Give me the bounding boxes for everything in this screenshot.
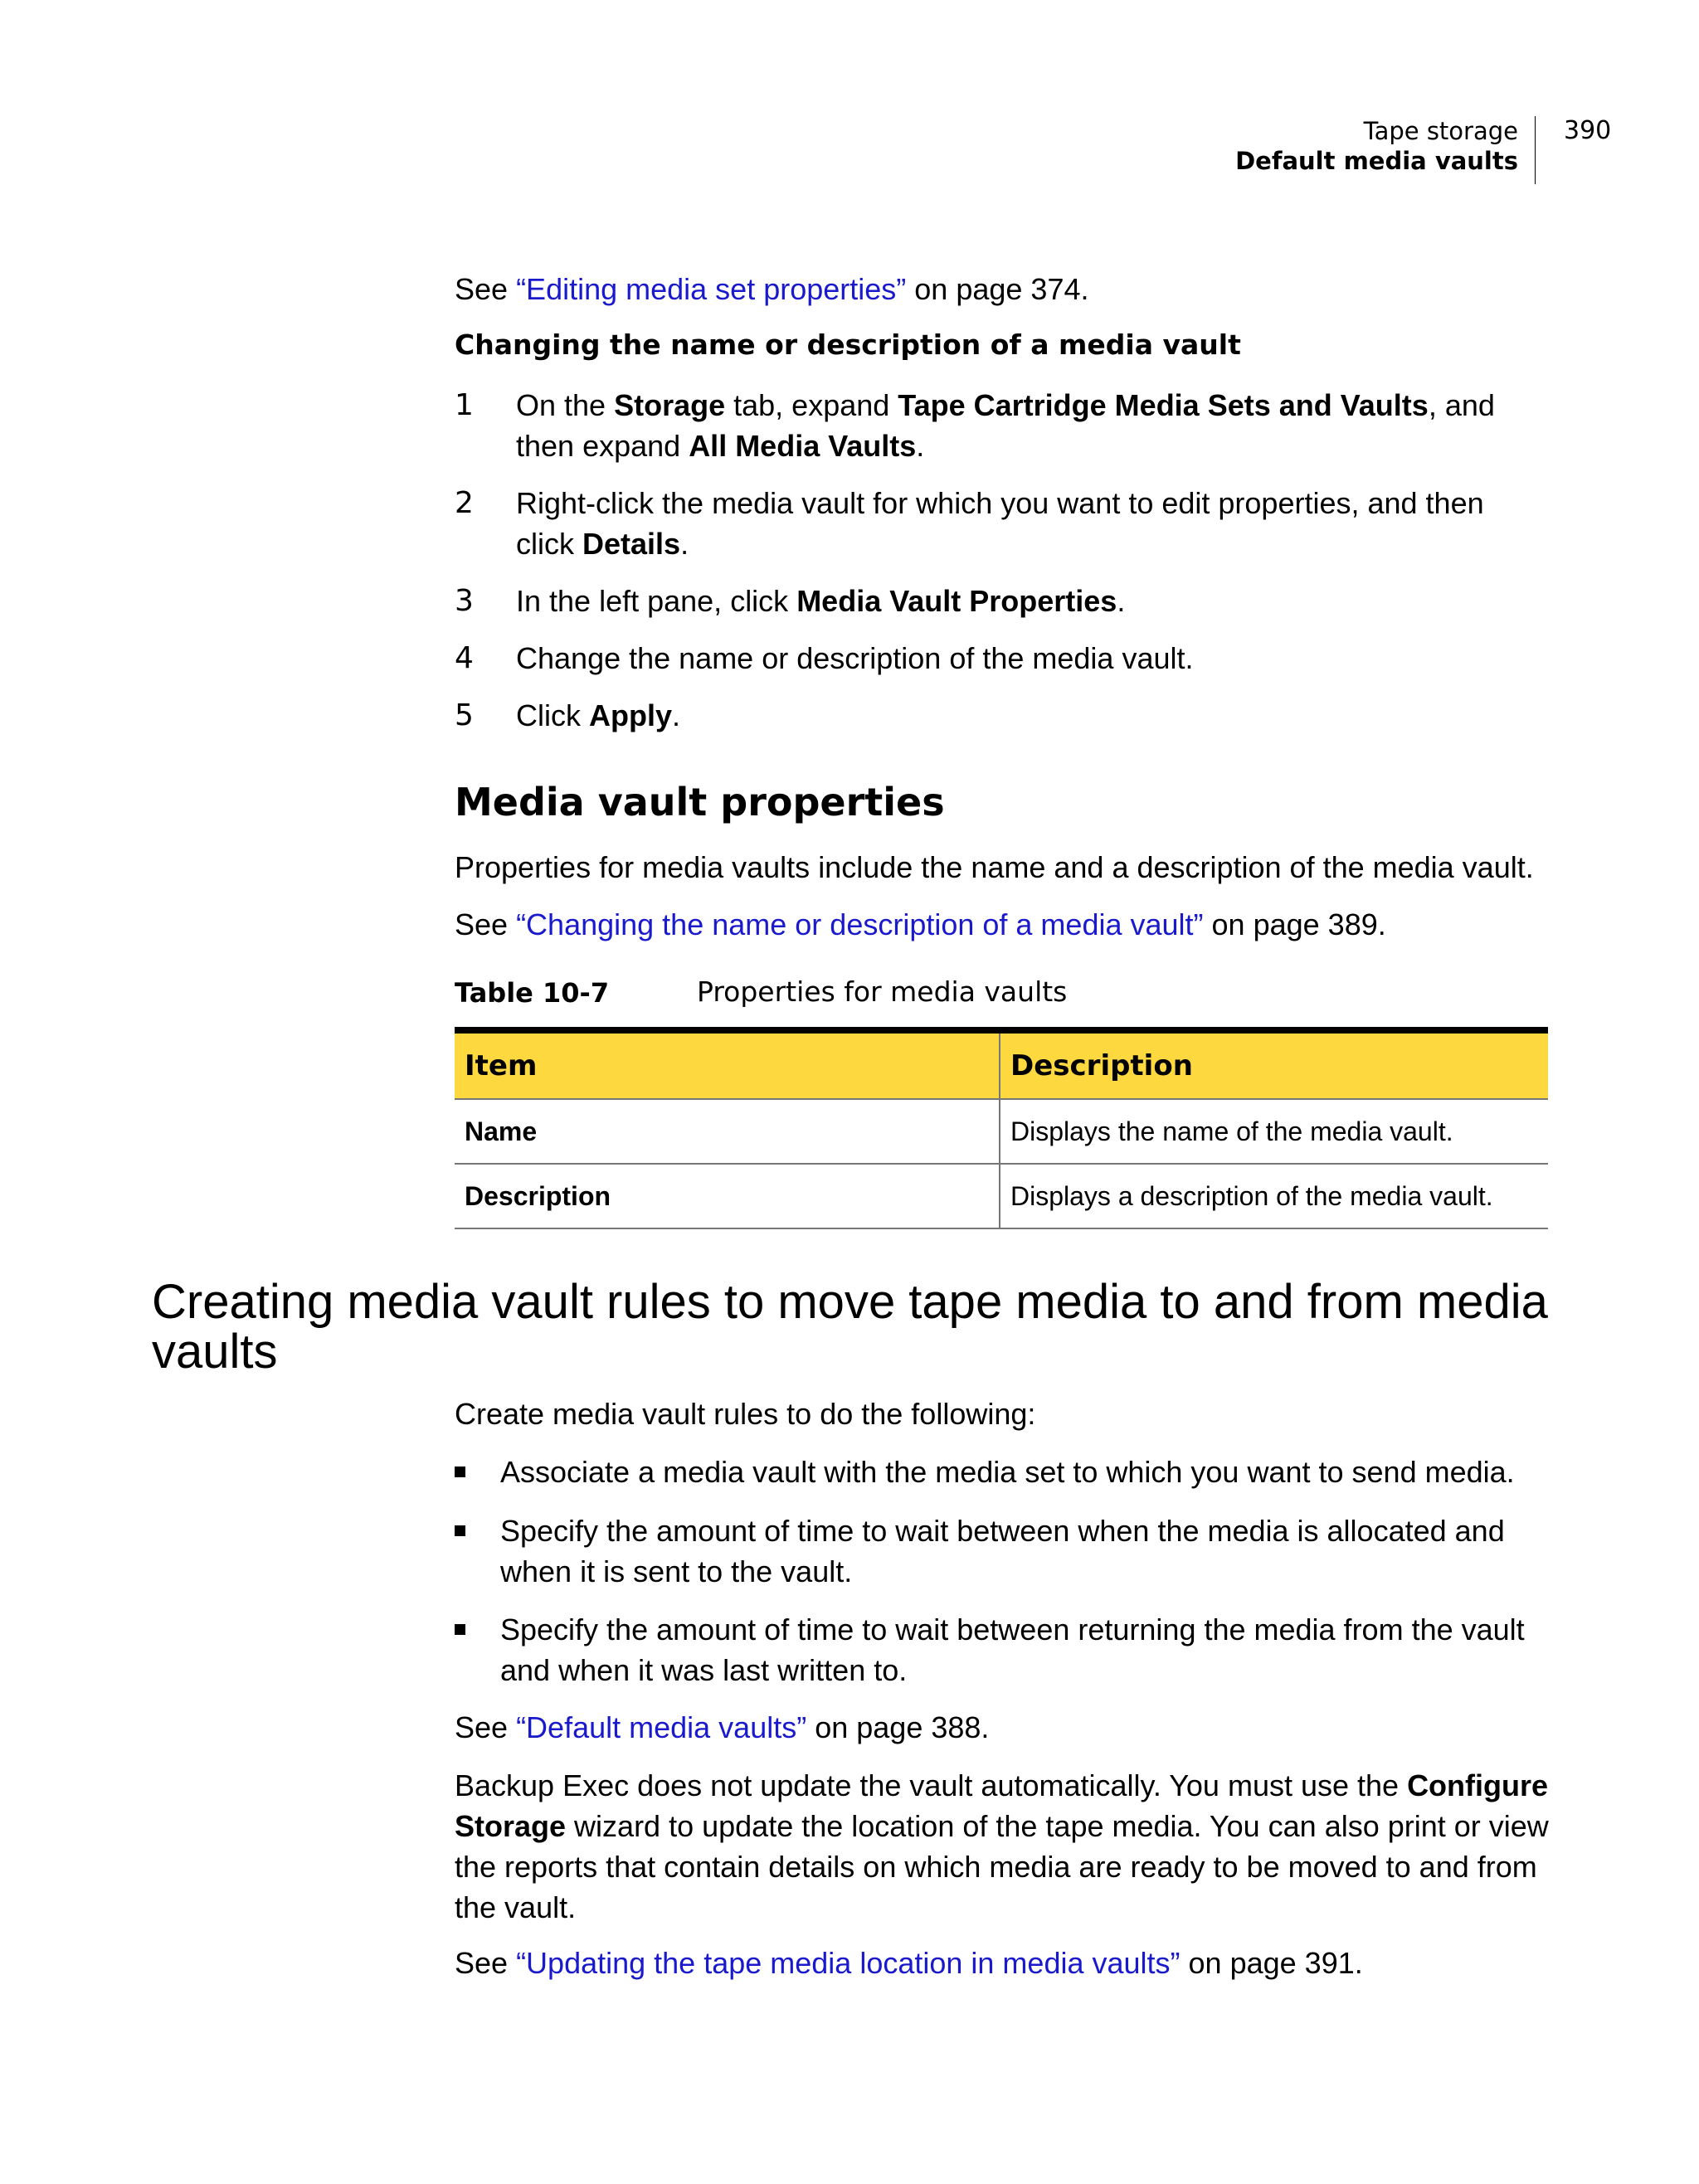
chapter-title: Tape storage [1363, 117, 1518, 145]
table-caption: Properties for media vaults [697, 975, 1068, 1008]
bullet-text: Specify the amount of time to wait between returning the media from the vault and when it was last written to. [500, 1612, 1525, 1687]
bullet-marker [455, 1525, 465, 1536]
running-header [1235, 116, 1536, 176]
step-number: 3 [455, 584, 474, 618]
see-reference [455, 269, 1088, 309]
bullet-marker [455, 1624, 465, 1635]
step-text: On the Storage tab, expand Tape Cartridge Media Sets and Vaults, and then expand All Media Vaults. [516, 388, 1495, 463]
section-intro: Create media vault rules to do the following: [455, 1397, 1036, 1431]
step-number: 1 [455, 388, 474, 422]
step-number: 2 [455, 486, 474, 520]
section-title: Default media vaults [1235, 147, 1518, 175]
cross-reference-link[interactable]: “Editing media set properties” [516, 272, 907, 306]
cross-reference-link[interactable]: “Default media vaults” [516, 1710, 807, 1744]
step-text: In the left pane, click Media Vault Properties. [516, 584, 1126, 618]
see-reference: See “Updating the tape media location in media vaults” on page 391. [455, 1946, 1363, 1980]
bullet-marker [455, 1467, 465, 1477]
table-cell: Displays the name of the media vault. [1000, 1099, 1548, 1164]
step-text: Right-click the media vault for which you want to edit properties, and then click Details. [516, 486, 1484, 561]
body-paragraph: Backup Exec does not update the vault automatically. You must use the Configure Storage wizard to update the location of the tape media. You can also print or view the reports that contain details on which media are ready to be moved to and from the vault. [455, 1768, 1549, 1924]
see-suffix: on page 374. [906, 272, 1089, 306]
main-heading: Creating media vault rules to move tape media to and from media vaults [152, 1275, 1548, 1379]
bullet-text: Specify the amount of time to wait between when the media is allocated and when it is sent to the vault. [500, 1514, 1505, 1588]
see-prefix: See [455, 272, 517, 306]
table-row [455, 1164, 1548, 1228]
see-reference: See “Default media vaults” on page 388. [455, 1710, 990, 1744]
bullet-text: Associate a media vault with the media set to which you want to send media. [500, 1455, 1515, 1489]
step-number: 4 [455, 641, 474, 675]
table-label: Table 10-7 [455, 977, 610, 1009]
properties-table [455, 1027, 1548, 1229]
table-row [455, 1099, 1548, 1164]
step-text: Click Apply. [516, 698, 681, 732]
procedure-title: Changing the name or description of a media vault [455, 328, 1241, 361]
step-number: 5 [455, 698, 474, 732]
cross-reference-link[interactable]: “Changing the name or description of a media vault” [516, 907, 1204, 941]
section-intro: Properties for media vaults include the name and a description of the media vault. [455, 850, 1534, 884]
section-heading: Media vault properties [455, 780, 945, 824]
column-header: Description [1000, 1030, 1548, 1099]
page-number: 390 [1564, 116, 1612, 145]
cross-reference-link[interactable]: “Updating the tape media location in media vaults” [516, 1946, 1181, 1980]
step-text: Change the name or description of the media vault. [516, 641, 1194, 675]
table-cell: Description [455, 1164, 1000, 1228]
table-cell: Displays a description of the media vault. [1000, 1164, 1548, 1228]
see-reference: See “Changing the name or description of a media vault” on page 389. [455, 907, 1386, 941]
table-cell: Name [455, 1099, 1000, 1164]
table-header-row [455, 1030, 1548, 1099]
column-header: Item [455, 1030, 1000, 1099]
